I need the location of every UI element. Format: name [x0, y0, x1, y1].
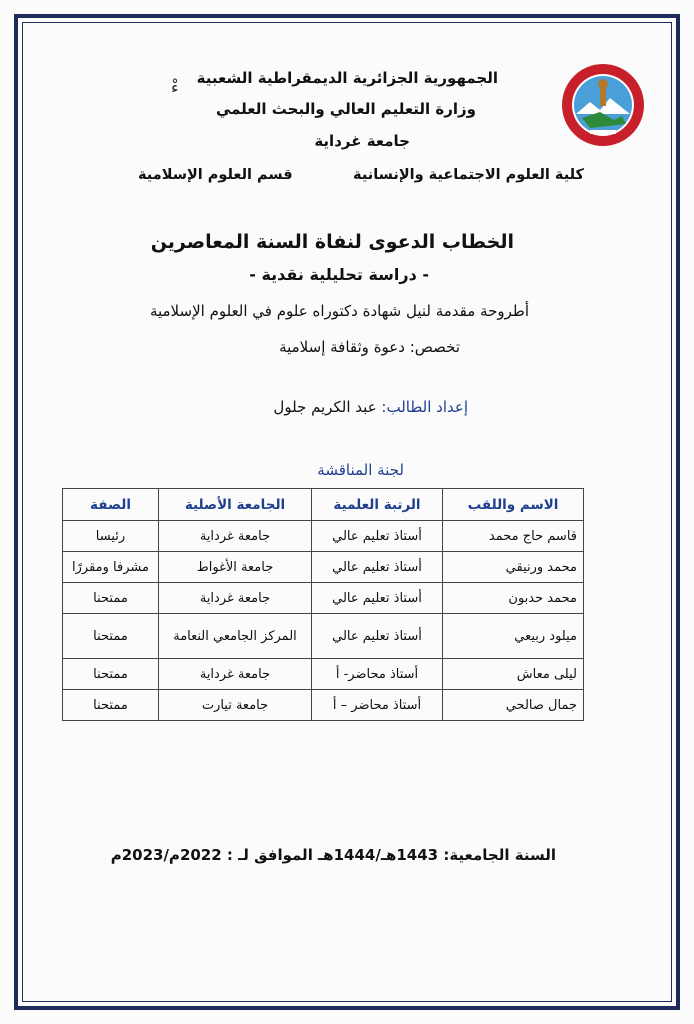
member-rank: أستاذ محاضر – أ	[312, 690, 443, 721]
member-name: محمد ورنيقي	[443, 552, 584, 583]
member-name: جمال صالحي	[443, 690, 584, 721]
university-name: جامعة غرداية	[314, 132, 410, 150]
table-row	[63, 614, 584, 659]
committee-table	[62, 488, 584, 721]
table-row	[63, 659, 584, 690]
ministry-title: وزارة التعليم العالي والبحث العلمي	[215, 100, 476, 118]
student-name: عبد الكريم جلول	[273, 398, 382, 416]
republic-title: الجمهورية الجزائرية الديمقراطية الشعبية	[196, 69, 498, 87]
column-header-rank: الرتبة العلمية	[312, 489, 443, 521]
column-header-role: الصفة	[63, 489, 159, 521]
member-role: ممتحنا	[63, 690, 159, 721]
thesis-description: أطروحة مقدمة لنيل شهادة دكتوراه علوم في العلوم الإسلامية	[149, 302, 529, 320]
thesis-specialty: تخصص: دعوة وثقافة إسلامية	[279, 338, 460, 356]
student-line	[273, 398, 468, 416]
column-header-name: الاسم واللقب	[443, 489, 584, 521]
member-rank: أستاذ تعليم عالي	[312, 614, 443, 659]
member-university: جامعة غرداية	[159, 659, 312, 690]
faculty-name: كلية العلوم الاجتماعية والإنسانية	[353, 167, 584, 183]
thesis-title: الخطاب الدعوى لنفاة السنة المعاصرين	[150, 231, 514, 253]
thesis-subtitle: - دراسة تحليلية نقدية -	[249, 265, 429, 284]
member-role: ممتحنا	[63, 659, 159, 690]
committee-title: لجنة المناقشة	[317, 461, 404, 479]
table-row	[63, 583, 584, 614]
member-university: جامعة غرداية	[159, 521, 312, 552]
member-rank: أستاذ تعليم عالي	[312, 521, 443, 552]
member-university: المركز الجامعي النعامة	[159, 614, 312, 659]
stray-mark: ءْ	[171, 78, 179, 97]
member-name: محمد حدبون	[443, 583, 584, 614]
member-role: ممتحنا	[63, 583, 159, 614]
member-name: ليلى معاش	[443, 659, 584, 690]
university-logo-icon	[560, 62, 646, 148]
academic-year: السنة الجامعية: 1443هـ/1444هـ الموافق لـ : 2022م/2023م	[110, 846, 556, 864]
member-role: مشرفا ومقررًا	[63, 552, 159, 583]
member-name: ميلود ربيعي	[443, 614, 584, 659]
member-role: رئيسا	[63, 521, 159, 552]
member-rank: أستاذ محاضر- أ	[312, 659, 443, 690]
table-row	[63, 521, 584, 552]
member-rank: أستاذ تعليم عالي	[312, 583, 443, 614]
member-rank: أستاذ تعليم عالي	[312, 552, 443, 583]
column-header-university: الجامعة الأصلية	[159, 489, 312, 521]
member-name: قاسم حاج محمد	[443, 521, 584, 552]
table-header-row	[63, 489, 584, 521]
member-university: جامعة تيارت	[159, 690, 312, 721]
table-row	[63, 690, 584, 721]
table-row	[63, 552, 584, 583]
member-role: ممتحنا	[63, 614, 159, 659]
student-label: إعداد الطالب:	[381, 398, 468, 416]
member-university: جامعة الأغواط	[159, 552, 312, 583]
member-university: جامعة غرداية	[159, 583, 312, 614]
department-name: قسم العلوم الإسلامية	[138, 167, 293, 183]
